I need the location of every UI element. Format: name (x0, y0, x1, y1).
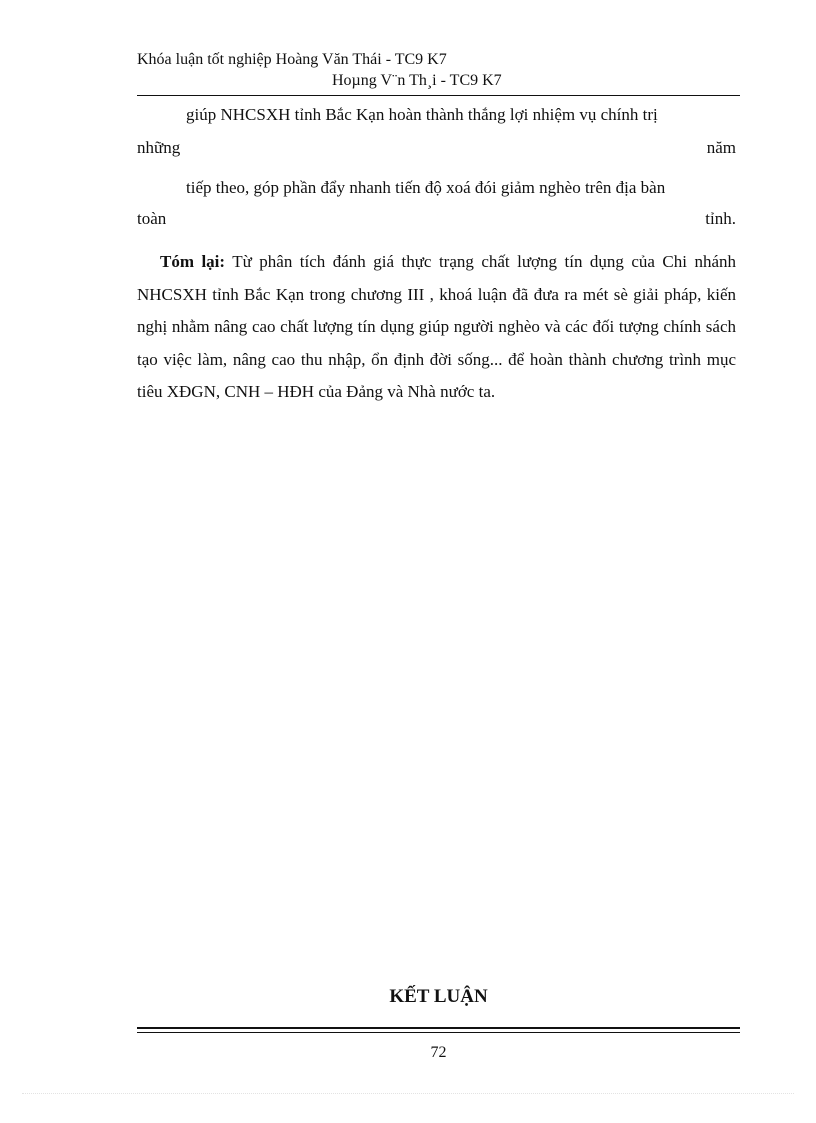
paragraph-1-word-left: những (137, 138, 181, 157)
running-header-legacy-encoding: Hoµng V¨n Th¸i - TC9 K7 (332, 72, 502, 89)
page-number: 72 (430, 1044, 447, 1061)
conclusion-heading: KẾT LUẬN (389, 986, 488, 1007)
header-rule (137, 95, 740, 96)
paragraph-2-word-right: tỉnh. (705, 209, 736, 228)
summary-paragraph (137, 246, 736, 409)
footer-rule-thick (137, 1027, 740, 1029)
paragraph-2-word-left: toàn (137, 209, 167, 228)
paragraph-1-line-1: giúp NHCSXH tỉnh Bắc Kạn hoàn thành thắng lợi nhiệm vụ chính trị (186, 105, 658, 124)
page-edge-dotted-line (22, 1093, 794, 1094)
summary-label: Tóm lại: (160, 252, 226, 271)
footer-rule-thin (137, 1032, 740, 1033)
paragraph-1-line-2 (137, 138, 736, 158)
paragraph-1-word-right: năm (706, 138, 736, 157)
paragraph-2-line-1: tiếp theo, góp phần đẩy nhanh tiến độ xoá đói giảm nghèo trên địa bàn (186, 178, 666, 197)
running-header-title: Khóa luận tốt nghiệp Hoàng Văn Thái - TC9 K7 (137, 51, 447, 68)
paragraph-2-line-2 (137, 209, 736, 229)
summary-text: Từ phân tích đánh giá thực trạng chất lượng tín dụng của Chi nhánh NHCSXH tỉnh Bắc Kạn trong chương III , khoá luận đã đưa ra mét sè giải pháp, kiến nghị nhằm nâng cao chất lượng tín dụng giúp người nghèo và các đối tượng chính sách tạo việc làm, nâng cao thu nhập, ổn định đời sống... để hoàn thành chương trình mục tiêu XĐGN, CNH – HĐH của Đảng và Nhà nước ta. (137, 252, 736, 402)
